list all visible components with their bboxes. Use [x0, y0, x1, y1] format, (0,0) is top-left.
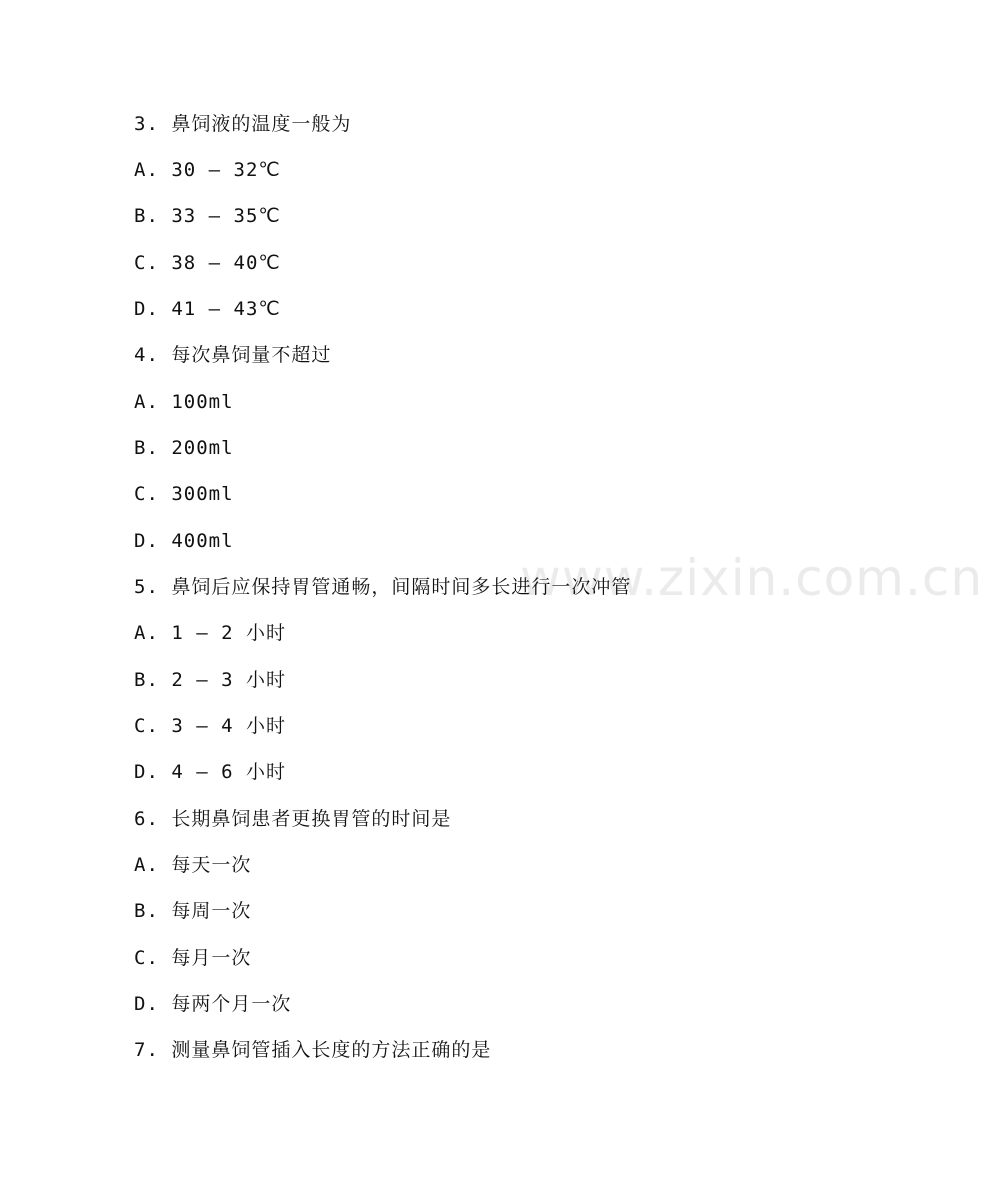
option-6b: B. 每周一次 [134, 900, 252, 922]
watermark: www.zixin.com.cn [520, 549, 983, 607]
option-3a: A. 30 – 32℃ [134, 159, 281, 181]
question-7: 7. 测量鼻饲管插入长度的方法正确的是 [134, 1039, 492, 1061]
option-6c: C. 每月一次 [134, 947, 252, 969]
question-6: 6. 长期鼻饲患者更换胃管的时间是 [134, 808, 452, 830]
option-3d: D. 41 – 43℃ [134, 298, 281, 320]
question-5: 5. 鼻饲后应保持胃管通畅，间隔时间多长进行一次冲管 [134, 576, 632, 598]
option-4b: B. 200ml [134, 437, 234, 459]
option-4d: D. 400ml [134, 530, 234, 552]
question-4: 4. 每次鼻饲量不超过 [134, 344, 332, 366]
option-3b: B. 33 – 35℃ [134, 205, 281, 227]
option-5c: C. 3 – 4 小时 [134, 715, 286, 737]
option-5d: D. 4 – 6 小时 [134, 761, 286, 783]
option-5b: B. 2 – 3 小时 [134, 669, 286, 691]
option-4c: C. 300ml [134, 483, 234, 505]
option-5a: A. 1 – 2 小时 [134, 622, 286, 644]
option-3c: C. 38 – 40℃ [134, 252, 281, 274]
option-4a: A. 100ml [134, 391, 234, 413]
option-6a: A. 每天一次 [134, 854, 252, 876]
option-6d: D. 每两个月一次 [134, 993, 292, 1015]
question-3: 3. 鼻饲液的温度一般为 [134, 113, 352, 135]
